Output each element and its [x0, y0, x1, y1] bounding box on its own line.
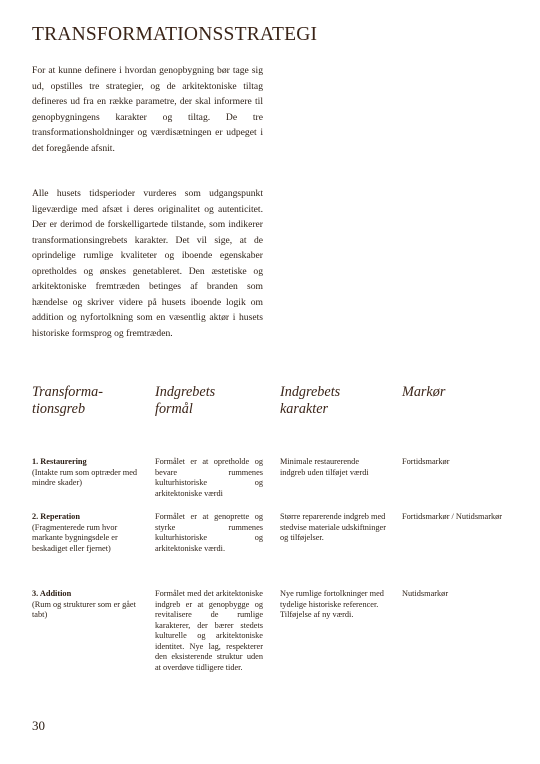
row-2-purpose: Formålet er at genoprette og styrke rummenes kulturhistoriske og arkitektoniske værdi. [155, 512, 263, 553]
table-row-3-name-cell [32, 589, 144, 621]
table-header-transformationsgreb: Transforma- tionsgreb [32, 384, 103, 417]
row-1-marker: Fortidsmarkør [402, 457, 450, 466]
table-header-formaal: Indgrebets formål [155, 384, 216, 417]
body-paragraph: Alle husets tidsperioder vurderes som udgangspunkt ligeværdige med afsæt i deres originalitet og autenticitet. Der er derimod de forskelligartede tilstande, som indikerer transformationsingrebets karakter. Det vil sige, at de oprindelige rumlige kvaliteter og iboende egenskaber opretholdes og ønskes genetableret. Den æstetiske og arkitektoniske fremtræden betinges af branden som hændelse og skriver videre på husets iboende logik om addition og nyfortolkning som en væsentlig aktør i husets historiske formsprog og fremtræden. [32, 188, 263, 339]
row-2-description: (Fragmenterede rum hvor markante bygningsdele er beskadiget eller fjernet) [32, 522, 118, 553]
page-title: TRANSFORMATIONSSTRATEGI [32, 24, 318, 45]
row-1-purpose: Formålet er at opretholde og bevare rummenes kulturhistoriske og arkitektoniske værdi [155, 457, 263, 498]
row-3-description: (Rum og strukturer som er gået tabt) [32, 599, 136, 619]
intro-paragraph: For at kunne definere i hvordan genopbygning bør tage sig ud, opstilles tre strategier, og de arkitektoniske tiltag defineres ud fra en række parametre, der skal informere til genopbygningens karakter og tiltag. De tre transformationsholdninger og værdisætningen er udpeget i det foregående afsnit. [32, 65, 263, 154]
row-2-character: Større reparerende indgreb med stedvise materiale udskiftninger og tilføjelser. [280, 512, 386, 542]
table-row-2-name-cell [32, 512, 144, 554]
row-1-description: (Intakte rum som optræder med mindre skader) [32, 467, 138, 487]
row-1-character: Minimale restaurerende indgreb uden tilføjet værdi [280, 457, 369, 477]
row-3-marker: Nutidsmarkør [402, 589, 449, 598]
row-3-purpose: Formålet med det arkitektoniske indgreb er at genopbygge og revitalisere de rumlige karakterer, der bærer stedets kulturelle og arkitektoniske identitet. Nye lag, respekterer den eksisterende struktur uden at overdøve tidligere tider. [155, 589, 263, 672]
table-header-karakter: Indgrebets karakter [280, 384, 341, 417]
row-2-title: 2. Reperation [32, 512, 80, 521]
table-row-1-name-cell [32, 457, 144, 489]
table-header-markoer: Markør [402, 384, 446, 400]
page-number: 30 [32, 718, 45, 733]
row-3-title: 3. Addition [32, 589, 72, 598]
row-2-marker: Fortidsmarkør / Nutidsmarkør [402, 512, 503, 521]
row-3-character: Nye rumlige fortolkninger med tydelige historiske referencer. Tilføjelse af ny værdi. [280, 589, 384, 619]
row-1-title: 1. Restaurering [32, 457, 87, 466]
